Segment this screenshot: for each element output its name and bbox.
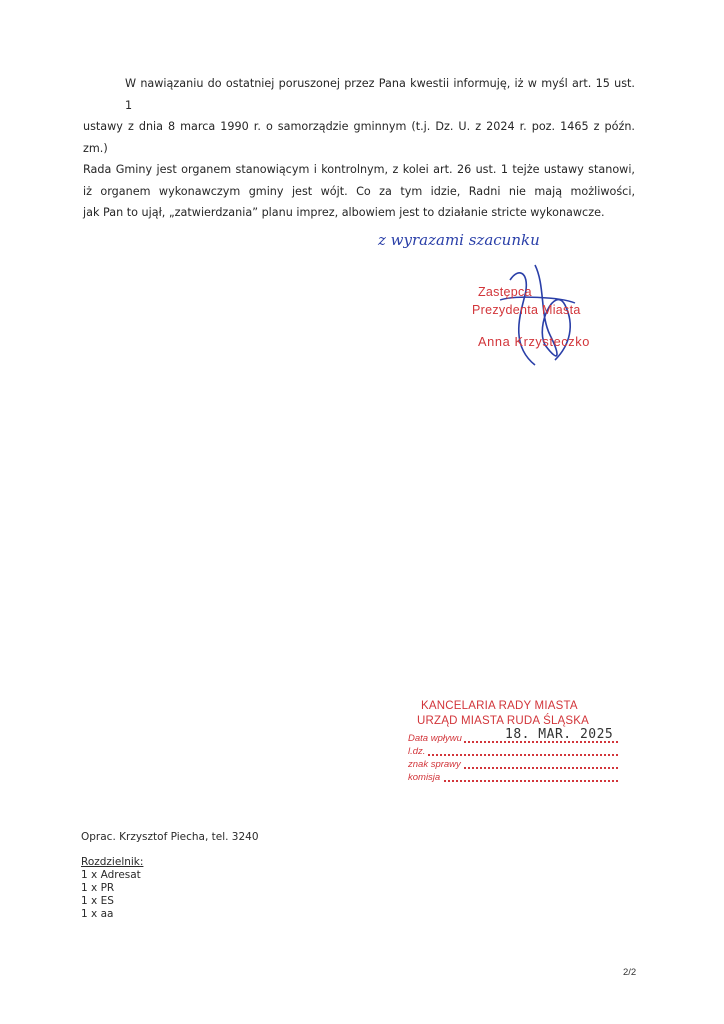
signatory-title-line1: Zastępca [478, 285, 532, 299]
signatory-name: Anna Krzysteczko [478, 334, 591, 349]
stamp-ldz-row: l.dz. [408, 746, 618, 757]
prepared-by: Oprac. Krzysztof Piecha, tel. 3240 [81, 831, 259, 843]
body-line: ustawy z dnia 8 marca 1990 r. o samorządzie gminnym (t.j. Dz. U. z 2024 r. poz. 1465 z późn. zm.) [83, 120, 635, 155]
distribution-item: 1 x ES [81, 895, 114, 907]
stamp-commission-row: komisja [408, 772, 618, 783]
stamp-subtitle: URZĄD MIASTA RUDA ŚLĄSKA [417, 715, 590, 727]
distribution-item: 1 x PR [81, 882, 115, 894]
distribution-title: Rozdzielnik: [81, 856, 144, 868]
stamp-case-row: znak sprawy [408, 759, 618, 770]
body-line: Rada Gminy jest organem stanowiącym i kontrolnym, z kolei art. 26 ust. 1 tejże ustawy stanowi, [83, 163, 635, 176]
page-number: 2/2 [623, 967, 637, 978]
closing-phrase: z wyrazami szacunku [378, 231, 540, 249]
signature-block [360, 225, 660, 385]
distribution-item: 1 x Adresat [81, 869, 141, 881]
distribution-list [81, 869, 141, 921]
stamp-title: KANCELARIA RADY MIASTA [421, 700, 578, 712]
registry-stamp [395, 698, 625, 798]
stamp-date-value: 18. MAR. 2025 [505, 727, 614, 742]
body-line: jak Pan to ujął, „zatwierdzania” planu imprez, albowiem jest to działanie stricte wykonawcze. [83, 206, 605, 219]
letter-body [83, 73, 635, 224]
distribution-item: 1 x aa [81, 908, 114, 920]
body-line: W nawiązaniu do ostatniej poruszonej przez Pana kwestii informuję, iż w myśl art. 15 ust. 1 [125, 77, 635, 112]
stamp-date-row: Data wpływu [408, 733, 618, 744]
body-line: iż organem wykonawczym gminy jest wójt. Co za tym idzie, Radni nie mają możliwości, [83, 184, 635, 198]
signatory-title-line2: Prezydenta Miasta [472, 303, 581, 317]
